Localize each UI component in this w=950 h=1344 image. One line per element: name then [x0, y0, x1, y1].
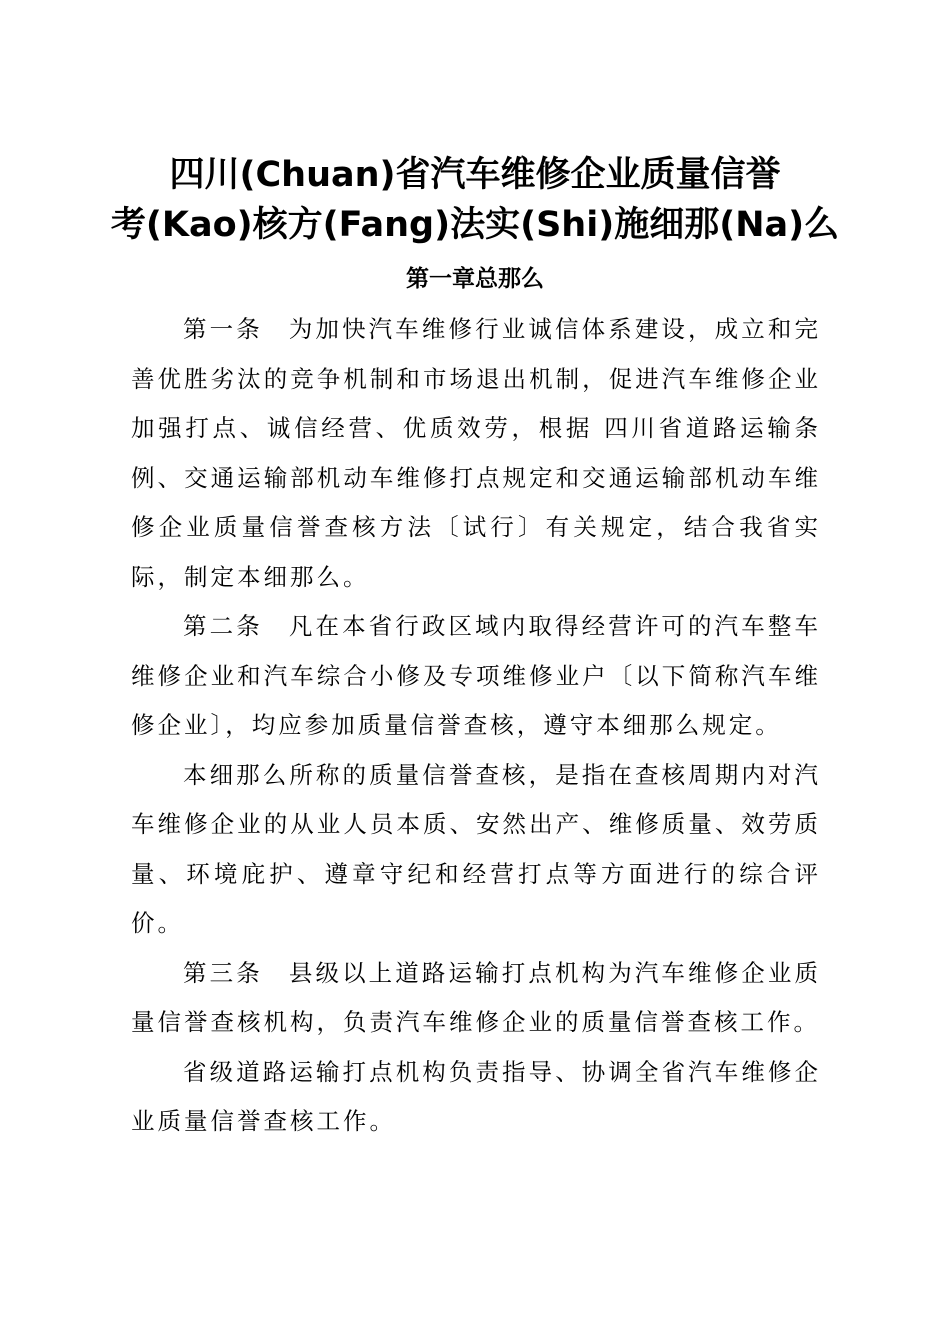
article-paragraph — [131, 1048, 821, 1147]
chapter-heading: 第一章总那么 — [406, 266, 544, 292]
paragraph-text: 为加快汽车维修行业诚信体系建设，成立和完善优胜劣汰的竞争机制和市场退出机制，促进汽车维修企业加强打点、诚信经营、优质效劳，根据 四川省道路运输条例、交通运输部机动车维修打点规定和交通运输部机动车维修企业质量信誉查核方法〔试行〕有关规定，结合我省实际，制定本细那么。 — [131, 315, 822, 591]
article-paragraph — [131, 602, 821, 751]
paragraph-text: 本细那么所称的质量信誉查核，是指在查核周期内对汽车维修企业的从业人员本质、安然出产、维修质量、效劳质量、环境庇护、遵章守纪和经营打点等方面进行的综合评价。 — [131, 760, 821, 937]
title-line-1: 四川(Chuan)省汽车维修企业质量信誉 — [169, 155, 781, 195]
paragraph-text: 县级以上道路运输打点机构为汽车维修企业质量信誉查核机构，负责汽车维修企业的质量信誉查核工作。 — [131, 958, 822, 1036]
article-label: 第二条 — [183, 612, 263, 640]
document-title — [0, 150, 950, 250]
article-label: 第一条 — [183, 315, 263, 343]
article-paragraph — [131, 305, 821, 602]
article-label: 第三条 — [183, 958, 263, 987]
document-body — [131, 305, 821, 1147]
paragraph-text: 凡在本省行政区域内取得经营许可的汽车整车维修企业和汽车综合小修及专项维修业户〔以下简称汽车维修企业〕，均应参加质量信誉查核，遵守本细那么规定。 — [131, 612, 822, 739]
title-line-2: 考(Kao)核方(Fang)法实(Shi)施细那(Na)么 — [110, 205, 840, 245]
article-paragraph — [131, 949, 821, 1048]
article-paragraph — [131, 751, 821, 949]
paragraph-text: 省级道路运输打点机构负责指导、协调全省汽车维修企业质量信誉查核工作。 — [131, 1057, 821, 1135]
